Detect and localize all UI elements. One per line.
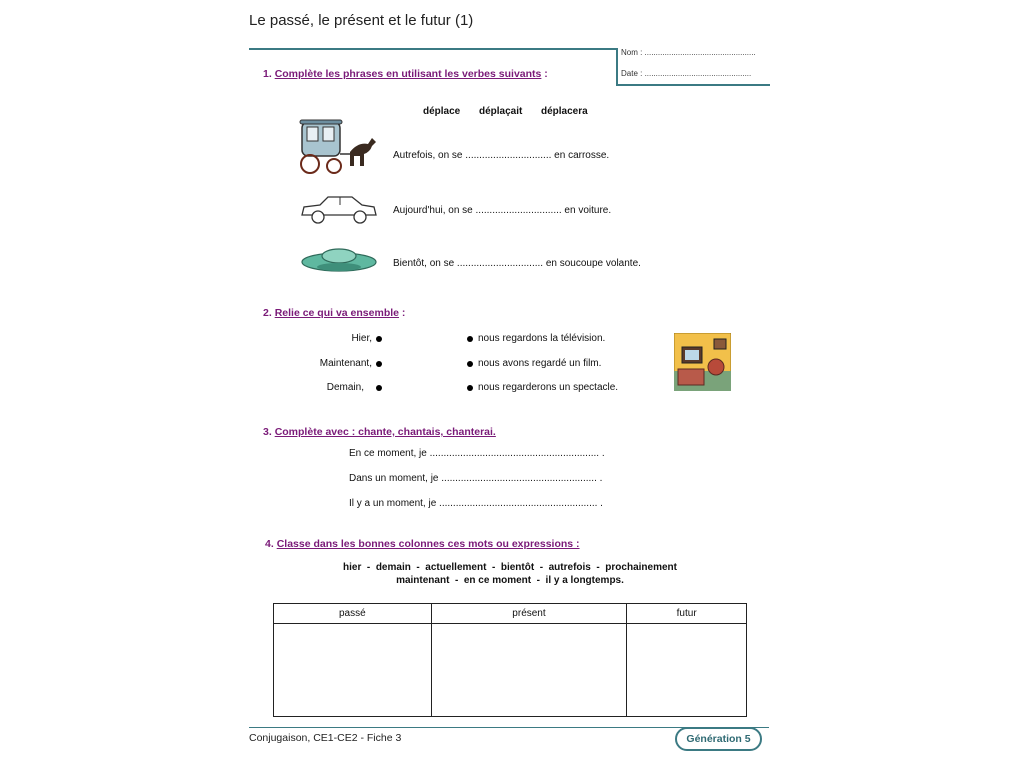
- exercise-1-suffix: :: [541, 68, 548, 80]
- footer-course-label: Conjugaison, CE1-CE2 - Fiche 3: [249, 732, 402, 744]
- tv-room-illustration: [674, 333, 731, 391]
- exercise-2-suffix: :: [399, 307, 406, 319]
- match-dot-left-1[interactable]: [376, 336, 382, 342]
- page-title: Le passé, le présent et le futur (1): [249, 12, 474, 29]
- exercise-2-title: [263, 307, 405, 319]
- exercise-3-title: [263, 426, 496, 438]
- sentence-2: Aujourd'hui, on se ............................... en voiture.: [393, 205, 612, 216]
- header-divider: [616, 48, 618, 86]
- column-cell-past[interactable]: [274, 624, 432, 717]
- flying-saucer-illustration: [300, 245, 378, 275]
- word-bank-line-2: maintenant - en ce moment - il y a longtemps.: [396, 575, 624, 586]
- match-right-3: nous regarderons un spectacle.: [478, 382, 619, 393]
- match-left-1: Hier,: [351, 333, 372, 344]
- verb-1: déplace: [423, 106, 461, 117]
- match-left-2: Maintenant,: [319, 358, 372, 369]
- header-rule: [249, 48, 616, 50]
- date-field[interactable]: Date : ................................................: [621, 69, 752, 78]
- exercise-4-title: [265, 538, 580, 550]
- exercise-2-instruction: Relie ce qui va ensemble: [274, 307, 399, 319]
- column-header-present: présent: [431, 604, 627, 624]
- nom-field[interactable]: Nom : ..................................................: [621, 48, 756, 57]
- exercise-4-instruction: Classe dans les bonnes colonnes ces mots ou expressions :: [276, 538, 580, 550]
- exercise-1-title: [263, 68, 548, 80]
- exercise-4-number: 4.: [265, 538, 274, 550]
- verb-2: déplaçait: [479, 106, 523, 117]
- column-cell-present[interactable]: [431, 624, 627, 717]
- match-dot-right-2[interactable]: [467, 361, 473, 367]
- match-dot-right-1[interactable]: [467, 336, 473, 342]
- exercise-1-number: 1.: [263, 68, 272, 80]
- fill-line-2: Dans un moment, je ........................................................ .: [349, 473, 603, 484]
- match-dot-left-2[interactable]: [376, 361, 382, 367]
- column-header-future: futur: [627, 604, 747, 624]
- exercise-1-instruction: Complète les phrases en utilisant les verbes suivants: [274, 68, 542, 80]
- match-dot-left-3[interactable]: [376, 385, 382, 391]
- fill-line-1: En ce moment, je ............................................................. .: [349, 448, 605, 459]
- word-bank-line-1: hier - demain - actuellement - bientôt - autrefois - prochainement: [343, 562, 677, 573]
- generation5-badge: Génération 5: [675, 727, 762, 751]
- sentence-3: Bientôt, on se ............................... en soucoupe volante.: [393, 258, 641, 269]
- verb-3: déplacera: [541, 106, 588, 117]
- sentence-1: Autrefois, on se ............................... en carrosse.: [393, 150, 610, 161]
- column-cell-future[interactable]: [627, 624, 747, 717]
- fill-line-3: Il y a un moment, je ......................................................... .: [349, 498, 603, 509]
- header-rule-right: [616, 84, 770, 86]
- carriage-illustration: [298, 118, 380, 178]
- car-illustration: [298, 193, 380, 227]
- classification-table: [273, 603, 747, 717]
- column-header-past: passé: [274, 604, 432, 624]
- match-left-3: Demain,: [326, 382, 364, 393]
- match-right-2: nous avons regardé un film.: [478, 358, 602, 369]
- exercise-3-number: 3.: [263, 426, 272, 438]
- match-dot-right-3[interactable]: [467, 385, 473, 391]
- exercise-3-instruction: Complète avec : chante, chantais, chanterai.: [274, 426, 496, 438]
- match-right-1: nous regardons la télévision.: [478, 333, 606, 344]
- exercise-2-number: 2.: [263, 307, 272, 319]
